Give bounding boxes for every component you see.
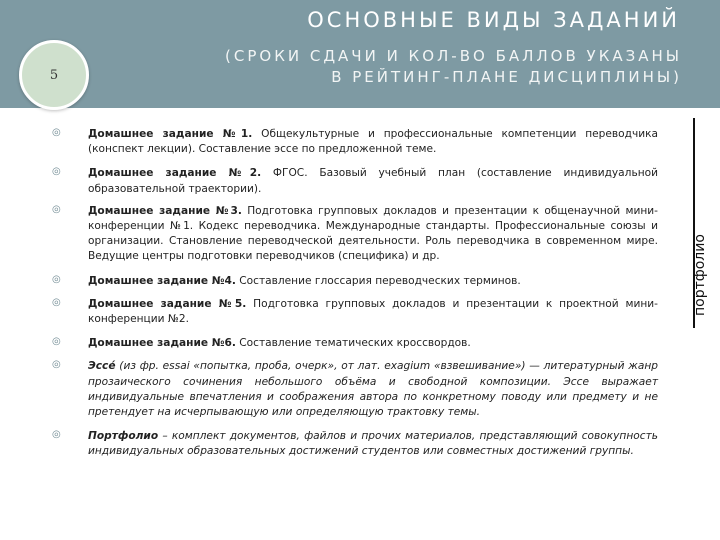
portfolio-vertical-label: портфолио xyxy=(692,234,708,316)
item-text: (из фр. essai «попытка, проба, очерк», от лат. exagium «взвешивание») — литературный жанр прозаического сочинения небольшого объёма и свободной композиции. Эссе выражает индивидуальные впечатления и соображения автора по конкретному поводу или предмету и не претендует на исчерпывающую или определяющую трактовку темы. xyxy=(88,360,658,419)
subtitle-line-2: В РЕЙТИНГ-ПЛАНЕ ДИСЦИПЛИНЫ) xyxy=(331,68,682,86)
bullet-icon: ◎ xyxy=(52,359,61,371)
bullet-icon: ◎ xyxy=(52,127,61,138)
list-item xyxy=(52,359,658,420)
list-item xyxy=(52,429,658,459)
slide-title: ОСНОВНЫЕ ВИДЫ ЗАДАНИЙ xyxy=(307,8,680,32)
item-heading: Домашнее задание №2. xyxy=(88,167,262,180)
sidebar xyxy=(694,108,720,540)
slide-subtitle xyxy=(225,46,682,88)
list-item xyxy=(52,336,658,351)
slide-number: 5 xyxy=(49,67,59,83)
item-text: Подготовка групповых докладов и презентации к общенаучной мини-конференции №1. Кодекс переводчика. Международные стандарты. Профессиональные союзы и организации. Становление переводческой деятельности. Роль переводчика в современном мире. Ведущие центры подготовки переводчиков (специфика) и др. xyxy=(88,204,658,263)
bullet-icon: ◎ xyxy=(52,166,61,178)
item-heading: Портфолио xyxy=(88,430,159,443)
item-text: – комплект документов, файлов и прочих материалов, представляющий совокупность индивидуальных образовательных достижений студентов или совместных достижений группы. xyxy=(88,430,658,458)
bullet-icon: ◎ xyxy=(52,296,61,308)
list-item xyxy=(52,204,658,265)
slide-number-badge xyxy=(19,40,89,110)
item-heading: Домашнее задание №5. xyxy=(88,297,247,310)
slide-header xyxy=(0,0,720,108)
list-item xyxy=(52,274,658,289)
item-heading: Эссе́ xyxy=(88,360,116,373)
item-text: ФГОС. Базовый учебный план (составление индивидуальной образовательной траектории). xyxy=(88,167,658,195)
list-item xyxy=(52,166,658,196)
task-list xyxy=(52,127,658,460)
item-text: Подготовка групповых докладов и презентации к проектной мини-конференции №2. xyxy=(88,297,658,326)
item-text: Составление глоссария переводческих терминов. xyxy=(235,274,521,287)
subtitle-line-1: (СРОКИ СДАЧИ И КОЛ-ВО БАЛЛОВ УКАЗАНЫ xyxy=(225,47,682,65)
bullet-icon: ◎ xyxy=(52,273,61,285)
item-heading: Домашнее задание №6. xyxy=(88,337,236,350)
item-heading: Домашнее задание №3. xyxy=(88,204,242,217)
item-text: Составление тематических кроссвордов. xyxy=(235,337,471,350)
item-heading: Домашнее задание №4. xyxy=(88,274,236,287)
bullet-icon: ◎ xyxy=(52,336,61,348)
item-text: Общекультурные и профессиональные компетенции переводчика (конспект лекции). Составление эссе по предложенной теме. xyxy=(88,128,659,156)
item-heading: Домашнее задание №1. xyxy=(88,128,253,140)
list-item xyxy=(52,297,658,327)
list-item xyxy=(52,127,658,157)
bullet-icon: ◎ xyxy=(52,203,61,215)
bullet-icon: ◎ xyxy=(52,429,61,441)
